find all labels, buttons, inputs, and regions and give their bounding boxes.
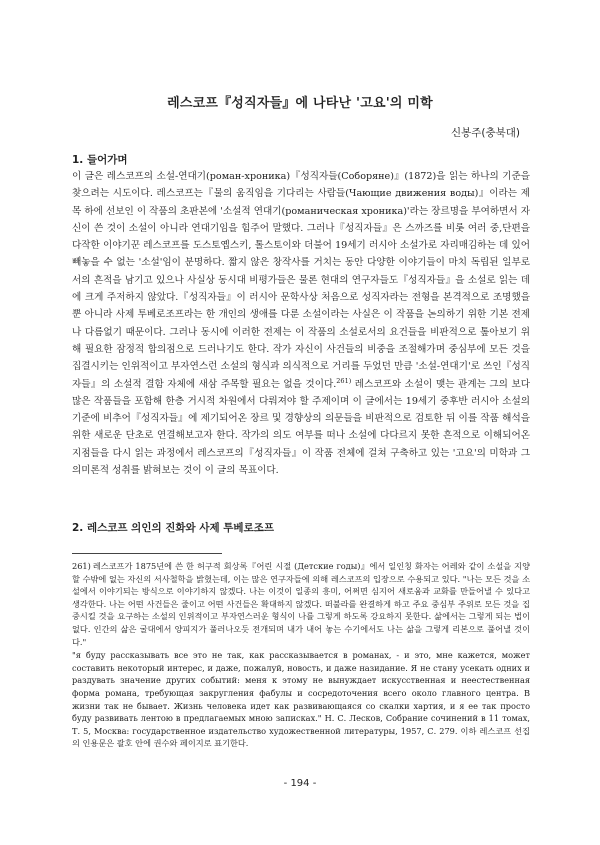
footnote <box>72 560 530 750</box>
paper-title: 레스코프『성직자들』에 나타난 '고요'의 미학 <box>167 96 433 111</box>
section-heading-priest: 2. 레스코프 의인의 진화와 사제 투베로조프 <box>72 522 275 534</box>
footnote-citation: Н. С. Лесков, Собрание сочинений в 11 томах, Т. 5, Москва: государственное издательство художественной литературы, 1957, С. 279. 이하 레스코프 선집의 인용문은 괄호 안에 권수와 페이지로 표기한다. <box>72 713 531 749</box>
footnote-divider <box>72 553 222 554</box>
page-number: - 194 - <box>283 778 317 789</box>
author-affiliation: 신봉주(충북대) <box>450 127 520 139</box>
intro-paragraph <box>72 168 530 479</box>
footnote-number: 261) <box>72 561 91 571</box>
section-heading-intro: 1. 들어가며 <box>72 154 128 166</box>
footnote-russian-quote: "я буду рассказывать все это не так, как рассказывается в романах, - и это, мне кажется, может составить некоторый интерес, и даже, пожалуй, новость, и даже назидание. Я не стану усекать одних и раздувать значение других событий: меня к этому не вынуждает искусственная и неестественная форма романа, требующая закругления фабулы и сосредоточения всего около главного центра. В жизни так не бывает. Жизнь человека идет как развивающаяся со скалки хартия, и я ее так просто буду развивать лентою в предлагаемых мною записках." <box>72 650 530 724</box>
intro-text-continued: 레스코프와 소설이 맺는 관계는 그의 보다 많은 작품들을 포함해 한층 거시적 차원에서 다뤄져야 할 주제이며 이 글에서는 19세기 중후반 러시아 소설의 기준에 비추어『성직자들』에 제기되어온 장르 및 경향상의 의문들을 비판적으로 검토한 뒤 이를 작품 해석을 위한 새로운 단초로 연결해보고자 한다. 작가의 의도 여부를 떠나 소설에 다다르지 못한 흔적으로 이해되어온 지점들을 다시 읽는 과정에서 레스코프의『성직자들』이 작품 전체에 걸쳐 구축하고 있는 '고요'의 미학과 그 의미론적 성취를 밝혀보는 것이 이 글의 목표이다. <box>72 378 530 477</box>
footnote-russian <box>72 649 530 750</box>
footnote-reference[interactable]: 261) <box>336 376 352 385</box>
footnote-korean-text: 레스코프가 1875년에 쓴 한 허구적 회상록『어린 시절 (Детские годы)』에서 일인칭 화자는 어레와 같이 소설을 지양할 수밖에 없는 자신의 서사철학을 밝혔는데, 이는 많은 연구자들에 의해 레스코프의 입장으로 수용되고 있다. "나는 모든 것을 소설에서 이야기되는 방식으로 이야기하지 않겠다. 나는 이것이 일종의 흥미, 어쩌면 심지어 새로움과 교화를 만들어낼 수 있다고 생각한다. 나는 어떤 사건들은 줄이고 어떤 사건들은 확대하지 않겠다. 떠불라를 완결하게 하고 주요 중심부 주위로 모든 것을 집중시킬 것을 요구하는 소설의 인위적이고 부자연스러운 형식이 나를 그렇게 하도록 강요하지 못한다. 삶에서는 그렇게 되는 법이 없다. 인간의 삶은 굴대에서 양피지가 풀러나오듯 전개되며 내가 내어 놓는 수기에서도 나는 삶을 그렇게 리본으로 풀어낼 것이다." <box>72 561 530 647</box>
intro-text: 이 글은 레스코프의 소설-연대기(роман-хроника)『성직자들(Соборяне)』(1872)을 읽는 하나의 기준을 찾으려는 시도이다. 레스코프는『물의 움직임을 기다리는 사람들(Чающие движения воды)』이라는 제목 하에 선보인 이 작품의 초판본에 '소설적 연대기(романическая хроника)'라는 장르명을 부여하면서 자신이 쓴 것이 소설이 아니라 연대기임을 힘주어 말했다. 그러나『성직자들』은 스까즈를 비롯 여러 중,단편을 다작한 이야기꾼 레스코프를 도스토옙스키, 톨스토이와 더불어 19세기 러시아 소설가로 자리매김하는 데 있어 빼놓을 수 없는 '소설'임이 분명하다. 짧지 않은 창작사를 거치는 동안 다양한 이야기들이 마치 독립된 일부로서의 흔적을 남기고 있으나 사실상 동시대 비평가들은 물론 현대의 연구자들도『성직자들』을 소설로 읽는 데에 크게 주저하지 않았다.『성직자들』이 러시아 문학사상 처음으로 성직자라는 전형을 본격적으로 조명했을 뿐 아니라 사제 투베로조프라는 한 개인의 생애를 다룬 소설이라는 사실은 이 작품을 논의하기 위한 기본 전제나 다름없기 때문이다. 그러나 동시에 이러한 전제는 이 작품의 소설로서의 요건들을 비판적으로 톺아보기 위해 필요한 잠정적 합의점으로 드러나기도 한다. 작가 자신이 사건들의 비중을 조절해가며 중심부에 모든 것을 집결시키는 인위적이고 부자연스런 소설의 형식과 의식적으로 거리를 두었던 만큼 '소설-연대기'로 쓰인『성직자들』의 소설적 결함 자체에 새삼 주목할 필요는 없을 것이다. <box>72 171 530 390</box>
footnote-korean <box>72 560 530 648</box>
